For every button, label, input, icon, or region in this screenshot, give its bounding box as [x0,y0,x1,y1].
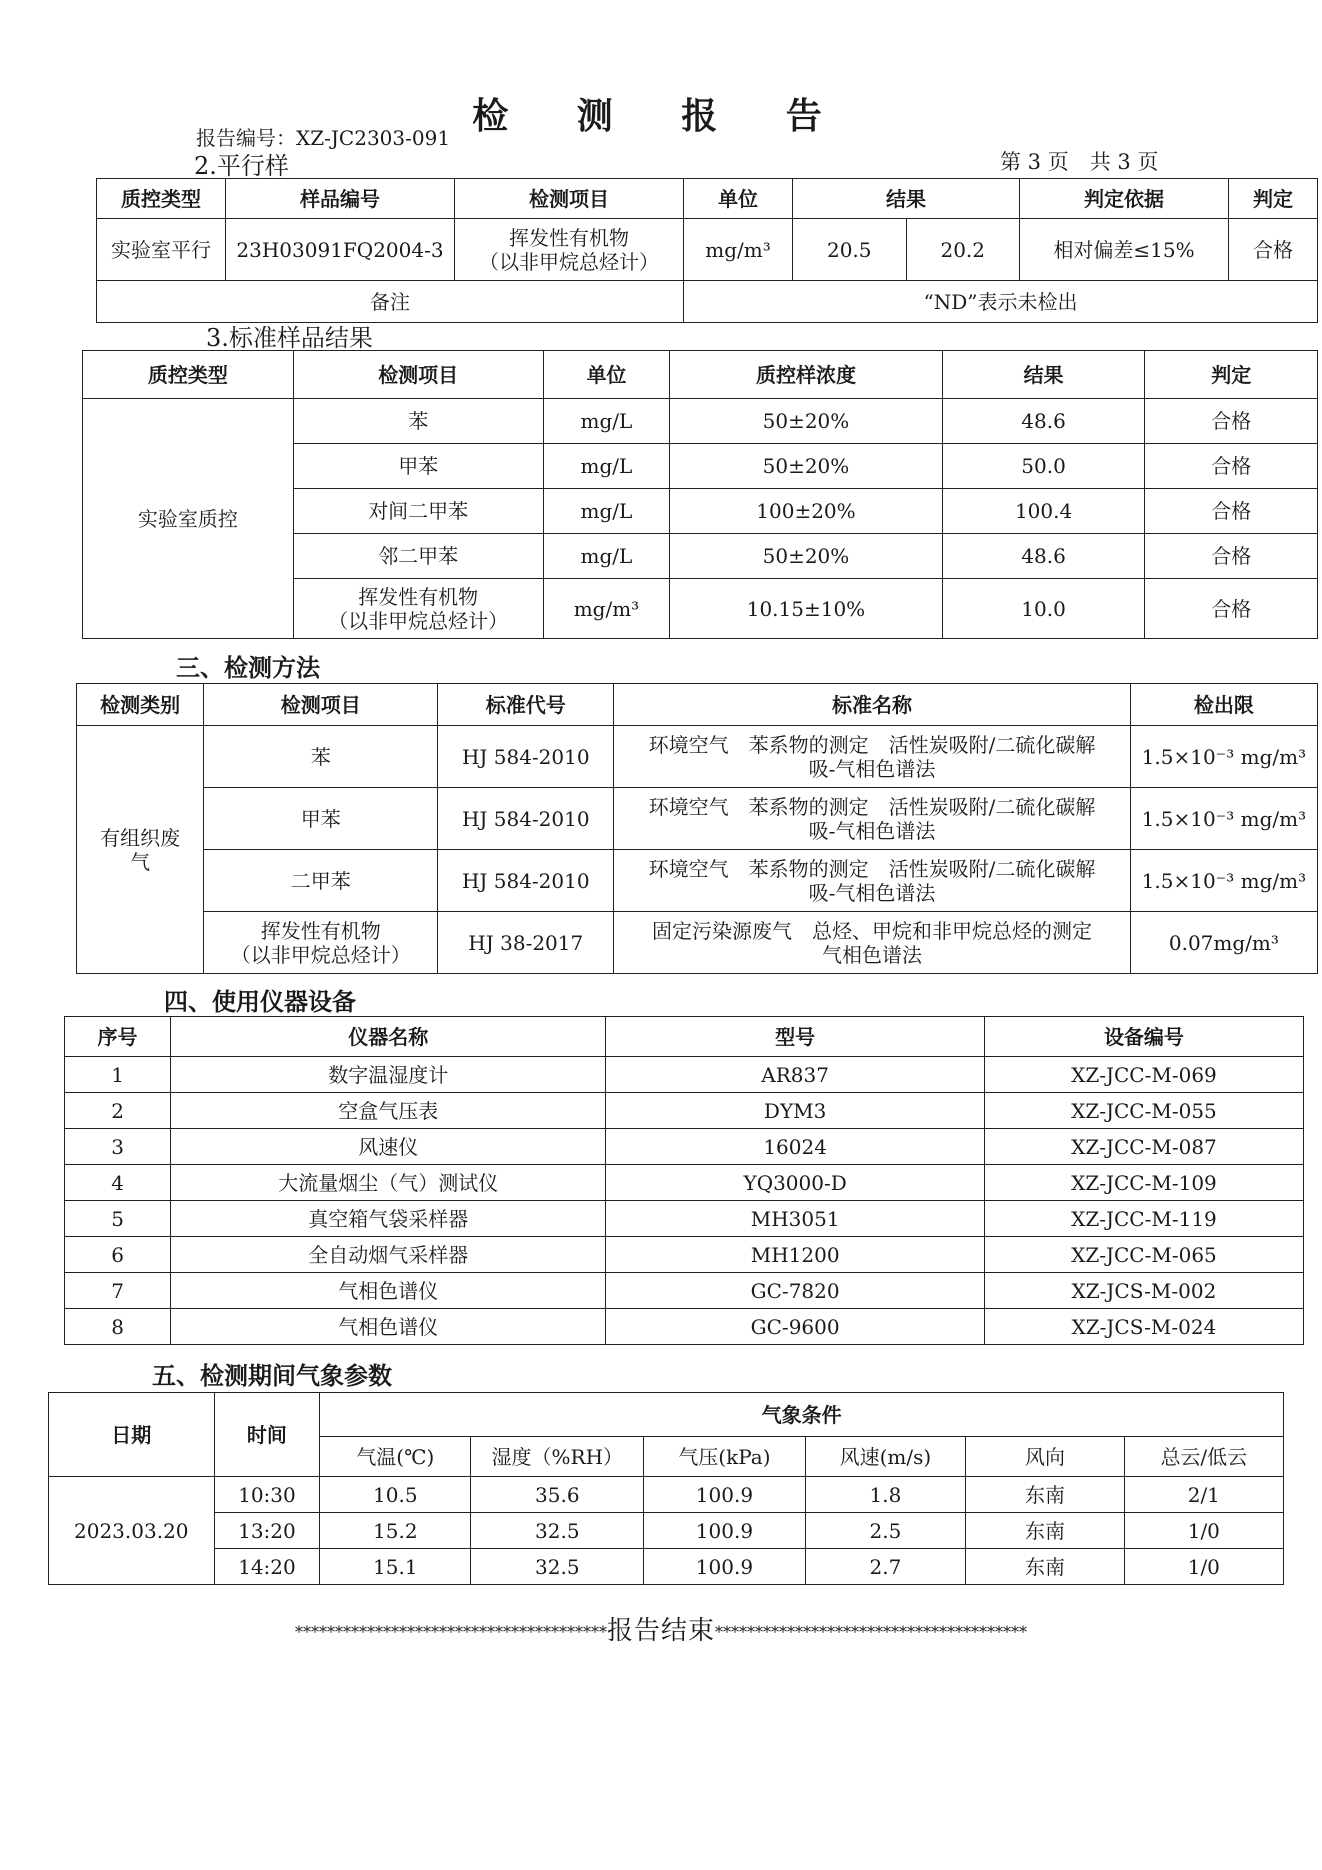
weather-header-date: 日期 [49,1393,215,1477]
instrument-no: 4 [65,1165,171,1201]
standard-result: 48.6 [942,534,1145,579]
standard-header-verdict: 判定 [1145,351,1318,399]
instruments-header-no: 序号 [65,1017,171,1057]
instrument-name: 空盒气压表 [171,1093,606,1129]
weather-pressure: 100.9 [644,1477,805,1513]
stars-left: *************************************** [294,1622,607,1642]
standard-unit: mg/L [543,399,670,444]
method-item-line1: 挥发性有机物 [260,918,381,943]
standard-item [293,579,543,639]
weather-wind-speed: 2.7 [805,1549,966,1585]
table-row [49,1477,1284,1513]
method-name-line1: 环境空气 苯系物的测定 活性炭吸附/二硫化碳解 [648,794,1096,819]
standard-conc: 50±20% [670,534,942,579]
table-row [77,912,1318,974]
stars-right: *************************************** [715,1622,1027,1642]
weather-sub-pressure: 气压(kPa) [644,1437,805,1477]
method-header-item: 检测项目 [204,684,438,726]
standard-unit: mg/L [543,534,670,579]
instrument-id: XZ-JCS-M-024 [984,1309,1303,1345]
standard-header-conc: 质控样浓度 [670,351,942,399]
parallel-remark: “ND”表示未检出 [684,281,1318,323]
parallel-header-type: 质控类型 [97,179,226,219]
parallel-result-1: 20.5 [793,219,907,281]
method-table [76,683,1318,974]
parallel-header-verdict: 判定 [1229,179,1318,219]
weather-temp: 15.1 [320,1549,471,1585]
parallel-result-2: 20.2 [906,219,1020,281]
weather-humidity: 32.5 [471,1549,644,1585]
parallel-header-basis: 判定依据 [1020,179,1229,219]
table-row [65,1165,1304,1201]
section-method-title: 三、检测方法 [176,653,320,682]
instrument-id: XZ-JCC-M-109 [984,1165,1303,1201]
standard-conc: 100±20% [670,489,942,534]
standard-item: 甲苯 [293,444,543,489]
instrument-model: GC-7820 [606,1273,984,1309]
instrument-model: MH1200 [606,1237,984,1273]
method-item: 二甲苯 [204,850,438,912]
standard-item-line2: （以非甲烷总烃计） [328,608,509,633]
table-row [49,1513,1284,1549]
weather-cloud: 1/0 [1124,1513,1283,1549]
instruments-header-name: 仪器名称 [171,1017,606,1057]
standard-unit: mg/m³ [543,579,670,639]
instruments-header-id: 设备编号 [984,1017,1303,1057]
parallel-header-sample: 样品编号 [226,179,455,219]
weather-table [48,1392,1284,1585]
method-item: 苯 [204,726,438,788]
table-row [65,1093,1304,1129]
standard-result: 48.6 [942,399,1145,444]
method-limit: 1.5×10⁻³ mg/m³ [1130,726,1317,788]
instrument-id: XZ-JCC-M-055 [984,1093,1303,1129]
instrument-name: 风速仪 [171,1129,606,1165]
section-weather-title: 五、检测期间气象参数 [152,1361,392,1390]
weather-time: 13:20 [214,1513,320,1549]
weather-wind-dir: 东南 [966,1477,1124,1513]
parallel-header-result: 结果 [793,179,1020,219]
standard-table [82,350,1318,639]
instrument-no: 7 [65,1273,171,1309]
method-header-category: 检测类别 [77,684,204,726]
standard-unit: mg/L [543,489,670,534]
method-item-line2: （以非甲烷总烃计） [230,942,411,967]
instrument-no: 3 [65,1129,171,1165]
parallel-unit: mg/m³ [684,219,793,281]
instrument-model: AR837 [606,1057,984,1093]
weather-date: 2023.03.20 [49,1477,215,1585]
standard-conc: 50±20% [670,399,942,444]
method-name [614,912,1131,974]
weather-humidity: 32.5 [471,1513,644,1549]
standard-item-line1: 挥发性有机物 [358,584,479,609]
weather-wind-dir: 东南 [966,1549,1124,1585]
weather-temp: 15.2 [320,1513,471,1549]
parallel-table [96,178,1318,323]
parallel-header-item: 检测项目 [455,179,684,219]
table-row [77,726,1318,788]
instrument-id: XZ-JCS-M-002 [984,1273,1303,1309]
table-row [49,1549,1284,1585]
instrument-no: 5 [65,1201,171,1237]
standard-type: 实验室质控 [83,399,294,639]
parallel-remark-label: 备注 [97,281,684,323]
weather-temp: 10.5 [320,1477,471,1513]
method-name-line2: 吸-气相色谱法 [808,818,936,843]
standard-verdict: 合格 [1145,444,1318,489]
table-row [77,788,1318,850]
table-row [83,399,1318,444]
method-name [614,726,1131,788]
weather-pressure: 100.9 [644,1513,805,1549]
weather-sub-humidity: 湿度（%RH） [471,1437,644,1477]
table-row [65,1129,1304,1165]
weather-wind-speed: 1.8 [805,1477,966,1513]
weather-cloud: 1/0 [1124,1549,1283,1585]
method-name-line1: 环境空气 苯系物的测定 活性炭吸附/二硫化碳解 [648,732,1096,757]
instrument-model: GC-9600 [606,1309,984,1345]
standard-item: 对间二甲苯 [293,489,543,534]
method-limit: 1.5×10⁻³ mg/m³ [1130,850,1317,912]
standard-conc: 10.15±10% [670,579,942,639]
weather-sub-cloud: 总云/低云 [1124,1437,1283,1477]
report-number-value: XZ-JC2303-091 [296,126,451,150]
method-code: HJ 584-2010 [438,788,614,850]
standard-header-item: 检测项目 [293,351,543,399]
section-instruments-title: 四、使用仪器设备 [164,987,356,1016]
standard-unit: mg/L [543,444,670,489]
method-name-line1: 固定污染源废气 总烃、甲烷和非甲烷总烃的测定 [652,918,1092,943]
table-row [65,1237,1304,1273]
method-code: HJ 38-2017 [438,912,614,974]
instrument-name: 气相色谱仪 [171,1273,606,1309]
parallel-item-line2: （以非甲烷总烃计） [479,249,659,274]
parallel-type: 实验室平行 [97,219,226,281]
weather-pressure: 100.9 [644,1549,805,1585]
standard-item: 邻二甲苯 [293,534,543,579]
weather-humidity: 35.6 [471,1477,644,1513]
instrument-model: DYM3 [606,1093,984,1129]
instrument-name: 大流量烟尘（气）测试仪 [171,1165,606,1201]
standard-result: 100.4 [942,489,1145,534]
weather-sub-temp: 气温(℃) [320,1437,471,1477]
standard-item: 苯 [293,399,543,444]
weather-cloud: 2/1 [1124,1477,1283,1513]
table-row [77,850,1318,912]
method-name-line2: 气相色谱法 [822,942,922,967]
method-name-line2: 吸-气相色谱法 [808,880,936,905]
parallel-sample: 23H03091FQ2004-3 [226,219,455,281]
method-category: 有组织废气 [77,726,204,974]
weather-sub-wind-speed: 风速(m/s) [805,1437,966,1477]
instrument-id: XZ-JCC-M-069 [984,1057,1303,1093]
standard-header-result: 结果 [942,351,1145,399]
instruments-table [64,1016,1304,1345]
weather-sub-wind-dir: 风向 [966,1437,1124,1477]
standard-header-type: 质控类型 [83,351,294,399]
method-code: HJ 584-2010 [438,726,614,788]
standard-verdict: 合格 [1145,399,1318,444]
method-code: HJ 584-2010 [438,850,614,912]
method-item [204,912,438,974]
instrument-model: MH3051 [606,1201,984,1237]
parallel-item-line1: 挥发性有机物 [509,225,629,250]
instrument-name: 气相色谱仪 [171,1309,606,1345]
standard-header-unit: 单位 [543,351,670,399]
report-end-text: 报告结束 [606,1616,715,1646]
weather-wind-dir: 东南 [966,1513,1124,1549]
weather-time: 10:30 [214,1477,320,1513]
weather-wind-speed: 2.5 [805,1513,966,1549]
instrument-id: XZ-JCC-M-119 [984,1201,1303,1237]
standard-result: 10.0 [942,579,1145,639]
method-header-code: 标准代号 [438,684,614,726]
standard-conc: 50±20% [670,444,942,489]
table-row [97,219,1318,281]
instrument-no: 1 [65,1057,171,1093]
weather-header-conditions: 气象条件 [320,1393,1284,1437]
report-title: 检 测 报 告 [472,95,850,137]
method-limit: 0.07mg/m³ [1130,912,1317,974]
method-name-line1: 环境空气 苯系物的测定 活性炭吸附/二硫化碳解 [648,856,1096,881]
instrument-name: 数字温湿度计 [171,1057,606,1093]
section-parallel-title: 2.平行样 [194,152,289,180]
parallel-verdict: 合格 [1229,219,1318,281]
instruments-header-model: 型号 [606,1017,984,1057]
report-end-line [0,1610,1322,1647]
table-row [65,1309,1304,1345]
instrument-model: YQ3000-D [606,1165,984,1201]
method-limit: 1.5×10⁻³ mg/m³ [1130,788,1317,850]
instrument-name: 全自动烟气采样器 [171,1237,606,1273]
method-header-name: 标准名称 [614,684,1131,726]
instrument-id: XZ-JCC-M-087 [984,1129,1303,1165]
section-standard-title: 3.标准样品结果 [206,324,373,352]
standard-verdict: 合格 [1145,579,1318,639]
instrument-id: XZ-JCC-M-065 [984,1237,1303,1273]
standard-verdict: 合格 [1145,489,1318,534]
method-item: 甲苯 [204,788,438,850]
instrument-name: 真空箱气袋采样器 [171,1201,606,1237]
table-row [65,1201,1304,1237]
weather-time: 14:20 [214,1549,320,1585]
instrument-no: 6 [65,1237,171,1273]
method-name-line2: 吸-气相色谱法 [808,756,936,781]
instrument-no: 8 [65,1309,171,1345]
parallel-header-unit: 单位 [684,179,793,219]
method-name [614,850,1131,912]
table-row [65,1057,1304,1093]
weather-header-time: 时间 [214,1393,320,1477]
instrument-model: 16024 [606,1129,984,1165]
method-header-limit: 检出限 [1130,684,1317,726]
report-number-label: 报告编号： [196,126,296,150]
table-row [65,1273,1304,1309]
instrument-no: 2 [65,1093,171,1129]
parallel-basis: 相对偏差≤15% [1020,219,1229,281]
page-info: 第 3 页 共 3 页 [1000,150,1159,174]
parallel-item [455,219,684,281]
standard-result: 50.0 [942,444,1145,489]
method-name [614,788,1131,850]
standard-verdict: 合格 [1145,534,1318,579]
